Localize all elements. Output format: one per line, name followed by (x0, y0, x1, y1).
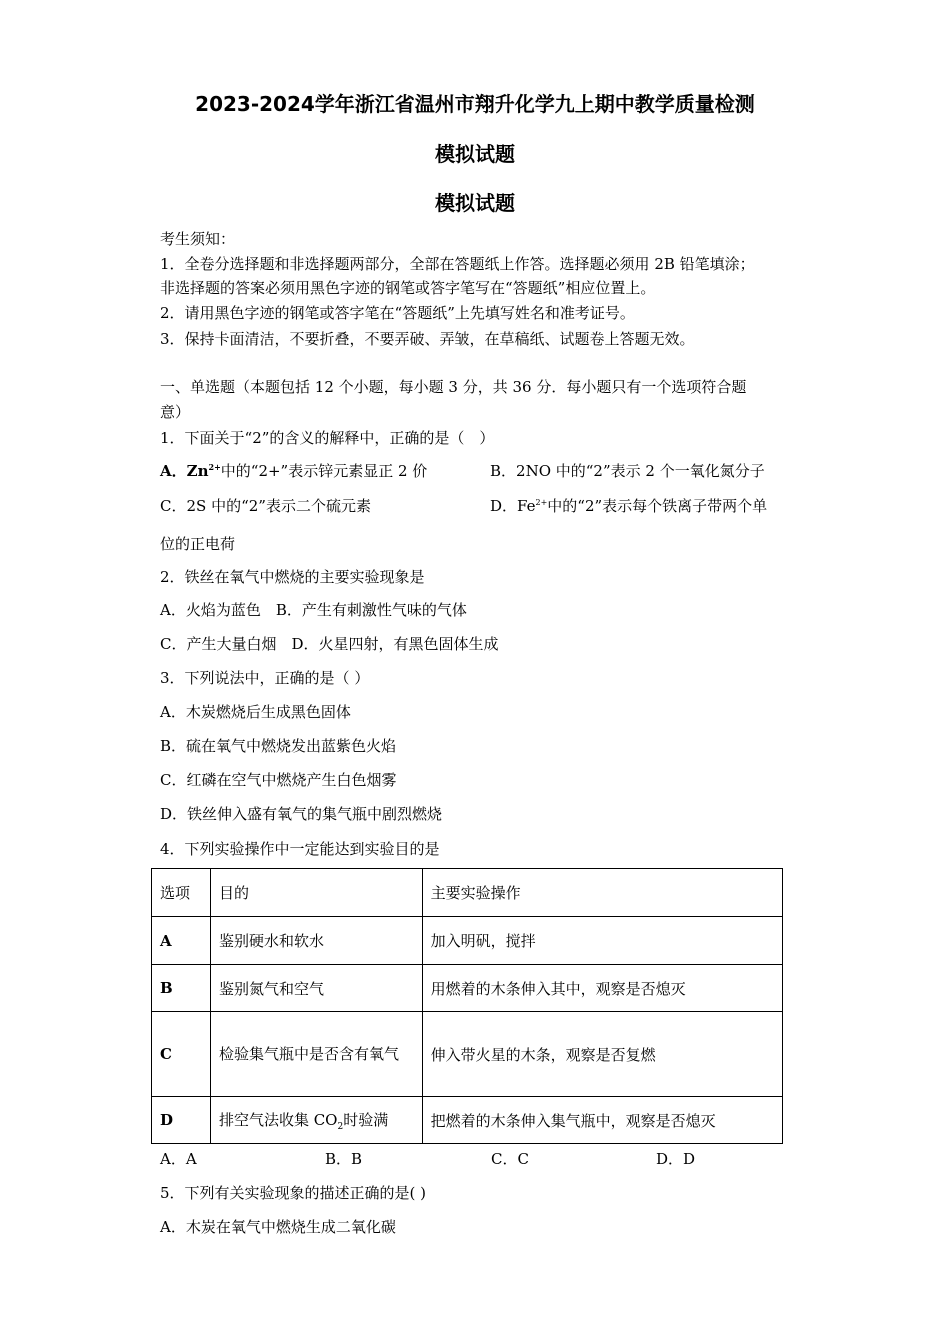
q1-option-d-continued: 位的正电荷 (160, 535, 236, 553)
q3-option-c: C．红磷在空气中燃烧产生白色烟雾 (160, 771, 397, 789)
q2-options-cd: C．产生大量白烟 D．火星四射，有黑色固体生成 (160, 635, 499, 653)
q4-answer-a: A．A (160, 1150, 197, 1168)
row-operation: 加入明矾，搅拌 (422, 917, 782, 965)
header-operation: 主要实验操作 (422, 869, 782, 917)
q1-option-c: C．2S 中的“2”表示二个硫元素 (160, 497, 371, 515)
q1-option-d (490, 495, 767, 516)
row-option: D (152, 1097, 211, 1144)
q1-a-sup: 2+ (208, 462, 221, 472)
row-option: A (152, 917, 211, 965)
exam-title-line3: 模拟试题 (435, 191, 515, 215)
notice-heading: 考生须知： (160, 230, 236, 248)
purpose-sub: 2 (337, 1121, 344, 1132)
notice-item-2: 2．请用黑色字迹的钢笔或答字笔在“答题纸”上先填写姓名和准考证号。 (160, 304, 635, 322)
exam-title-line1: 2023-2024学年浙江省温州市翔升化学九上期中教学质量检测 (195, 92, 755, 116)
notice-item-1a: 1．全卷分选择题和非选择题两部分，全部在答题纸上作答。选择题必须用 2B 铅笔填涂； (160, 255, 755, 273)
q5-stem: 5．下列有关实验现象的描述正确的是( ) (160, 1184, 427, 1202)
q1-a-pre: A．Zn (160, 462, 209, 480)
table-row (152, 965, 783, 1012)
q3-option-b: B．硫在氧气中燃烧发出蓝紫色火焰 (160, 737, 397, 755)
row-operation: 伸入带火星的木条，观察是否复燃 (422, 1012, 782, 1097)
q1-a-post: 中的“2+”表示锌元素显正 2 价 (220, 462, 428, 480)
q4-answer-b: B．B (325, 1150, 363, 1168)
table-row (152, 917, 783, 965)
q5-option-a: A．木炭在氧气中燃烧生成二氧化碳 (160, 1218, 396, 1236)
row-purpose: 鉴别硬水和软水 (210, 917, 422, 965)
q3-option-d: D．铁丝伸入盛有氧气的集气瓶中剧烈燃烧 (160, 805, 443, 823)
q1-option-b: B．2NO 中的“2”表示 2 个一氧化氮分子 (490, 462, 765, 480)
section1-heading-b: 意） (160, 403, 191, 421)
row-purpose: 鉴别氮气和空气 (210, 965, 422, 1012)
exam-title-line2: 模拟试题 (435, 142, 515, 166)
row-purpose (210, 1097, 422, 1144)
q1-option-a (160, 460, 427, 481)
table-header-row (152, 869, 783, 917)
q1-stem: 1．下面关于“2”的含义的解释中，正确的是（ ） (160, 429, 495, 447)
q3-option-a: A．木炭燃烧后生成黑色固体 (160, 703, 351, 721)
notice-item-3: 3．保持卡面清洁，不要折叠，不要弄破、弄皱，在草稿纸、试题卷上答题无效。 (160, 330, 695, 348)
q4-experiment-table (151, 868, 783, 1144)
header-option: 选项 (152, 869, 211, 917)
q1-d-pre: D．Fe (490, 497, 536, 515)
q2-options-ab: A．火焰为蓝色 B．产生有刺激性气味的气体 (160, 601, 467, 619)
row-option: B (152, 965, 211, 1012)
purpose-pre: 排空气法收集 CO (218, 1110, 338, 1129)
header-purpose: 目的 (210, 869, 422, 917)
section1-heading-a: 一、单选题（本题包括 12 个小题，每小题 3 分，共 36 分．每小题只有一个选项符合题 (160, 378, 747, 396)
table-row (152, 1012, 783, 1097)
q3-stem: 3．下列说法中，正确的是（ ） (160, 669, 370, 687)
purpose-post: 时验满 (343, 1110, 389, 1129)
table-row (152, 1097, 783, 1144)
q2-stem: 2．铁丝在氧气中燃烧的主要实验现象是 (160, 568, 425, 586)
q4-stem: 4．下列实验操作中一定能达到实验目的是 (160, 840, 440, 858)
q1-d-post: 中的“2”表示每个铁离子带两个单 (547, 497, 768, 515)
q4-answer-d: D．D (656, 1150, 696, 1168)
row-option: C (152, 1012, 211, 1097)
notice-item-1b: 非选择题的答案必须用黑色字迹的钢笔或答字笔写在“答题纸”相应位置上。 (160, 279, 656, 297)
q1-d-sup: 2+ (535, 498, 548, 507)
row-operation: 用燃着的木条伸入其中，观察是否熄灭 (422, 965, 782, 1012)
row-purpose: 检验集气瓶中是否含有氧气 (210, 1012, 422, 1097)
q4-answer-c: C．C (491, 1150, 529, 1168)
row-operation: 把燃着的木条伸入集气瓶中，观察是否熄灭 (422, 1097, 782, 1144)
